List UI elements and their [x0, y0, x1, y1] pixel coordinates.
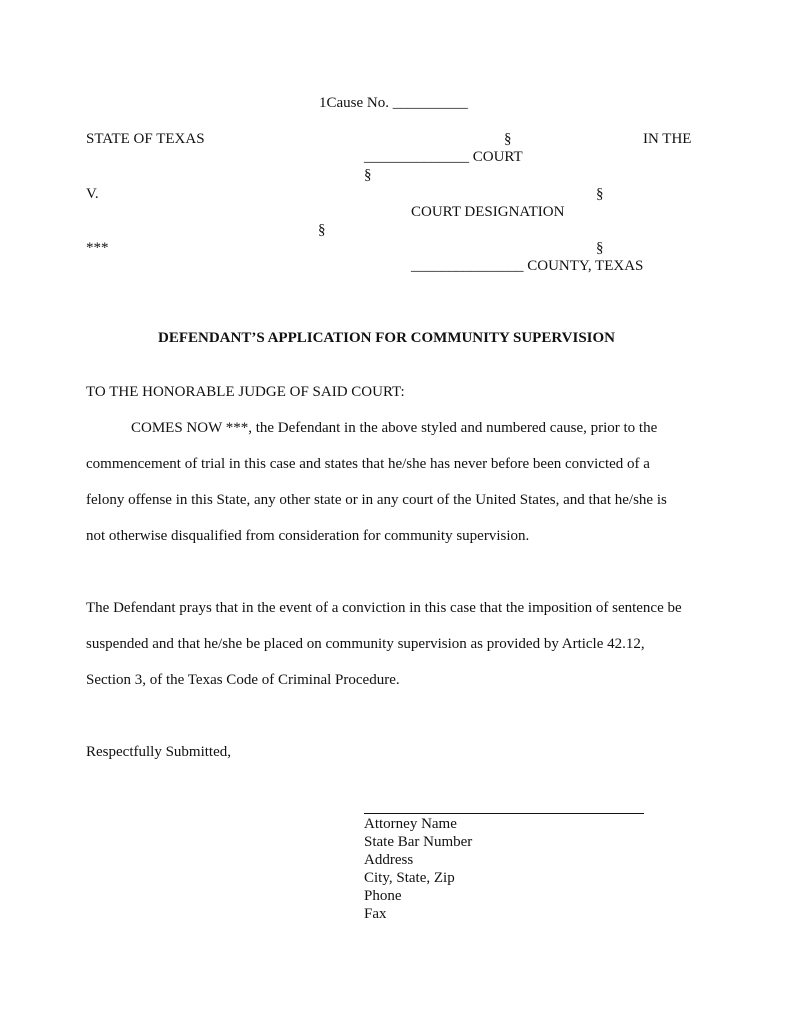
- caption-section-mark: §: [318, 222, 326, 238]
- salutation: TO THE HONORABLE JUDGE OF SAID COURT:: [86, 384, 405, 400]
- caption-versus: V.: [86, 186, 99, 202]
- closing: Respectfully Submitted,: [86, 744, 231, 760]
- state-bar-number: State Bar Number: [364, 834, 473, 850]
- caption-section-mark: §: [504, 131, 512, 147]
- caption-in-the: IN THE: [643, 131, 692, 147]
- caption-section-mark: §: [364, 167, 372, 183]
- attorney-name: Attorney Name: [364, 816, 457, 832]
- caption-county-texas: _______________ COUNTY, TEXAS: [411, 258, 644, 274]
- address: Address: [364, 852, 414, 868]
- paragraph-line: COMES NOW ***, the Defendant in the above styled and numbered cause, prior to the: [131, 420, 658, 436]
- caption-court-blank: ______________ COURT: [364, 149, 523, 165]
- paragraph-line: The Defendant prays that in the event of a conviction in this case that the imposition of sentence be: [86, 600, 682, 616]
- caption-section-mark: §: [596, 240, 604, 256]
- paragraph-line: not otherwise disqualified from consideration for community supervision.: [86, 528, 530, 544]
- paragraph-line: suspended and that he/she be placed on community supervision as provided by Article 42.12,: [86, 636, 645, 652]
- caption-state-of-texas: STATE OF TEXAS: [86, 131, 205, 147]
- caption-section-mark: §: [596, 186, 604, 202]
- paragraph-line: Section 3, of the Texas Code of Criminal Procedure.: [86, 672, 400, 688]
- signature-line: [364, 813, 644, 814]
- cause-number: 1Cause No. __________: [319, 95, 468, 111]
- caption-court-designation: COURT DESIGNATION: [411, 204, 565, 220]
- caption-defendant-placeholder: ***: [86, 240, 109, 256]
- city-state-zip: City, State, Zip: [364, 870, 455, 886]
- phone: Phone: [364, 888, 402, 904]
- paragraph-line: commencement of trial in this case and states that he/she has never before been convicted of a: [86, 456, 650, 472]
- paragraph-line: felony offense in this State, any other state or in any court of the United States, and that he/she is: [86, 492, 667, 508]
- fax: Fax: [364, 906, 387, 922]
- document-title: DEFENDANT’S APPLICATION FOR COMMUNITY SUPERVISION: [158, 330, 616, 346]
